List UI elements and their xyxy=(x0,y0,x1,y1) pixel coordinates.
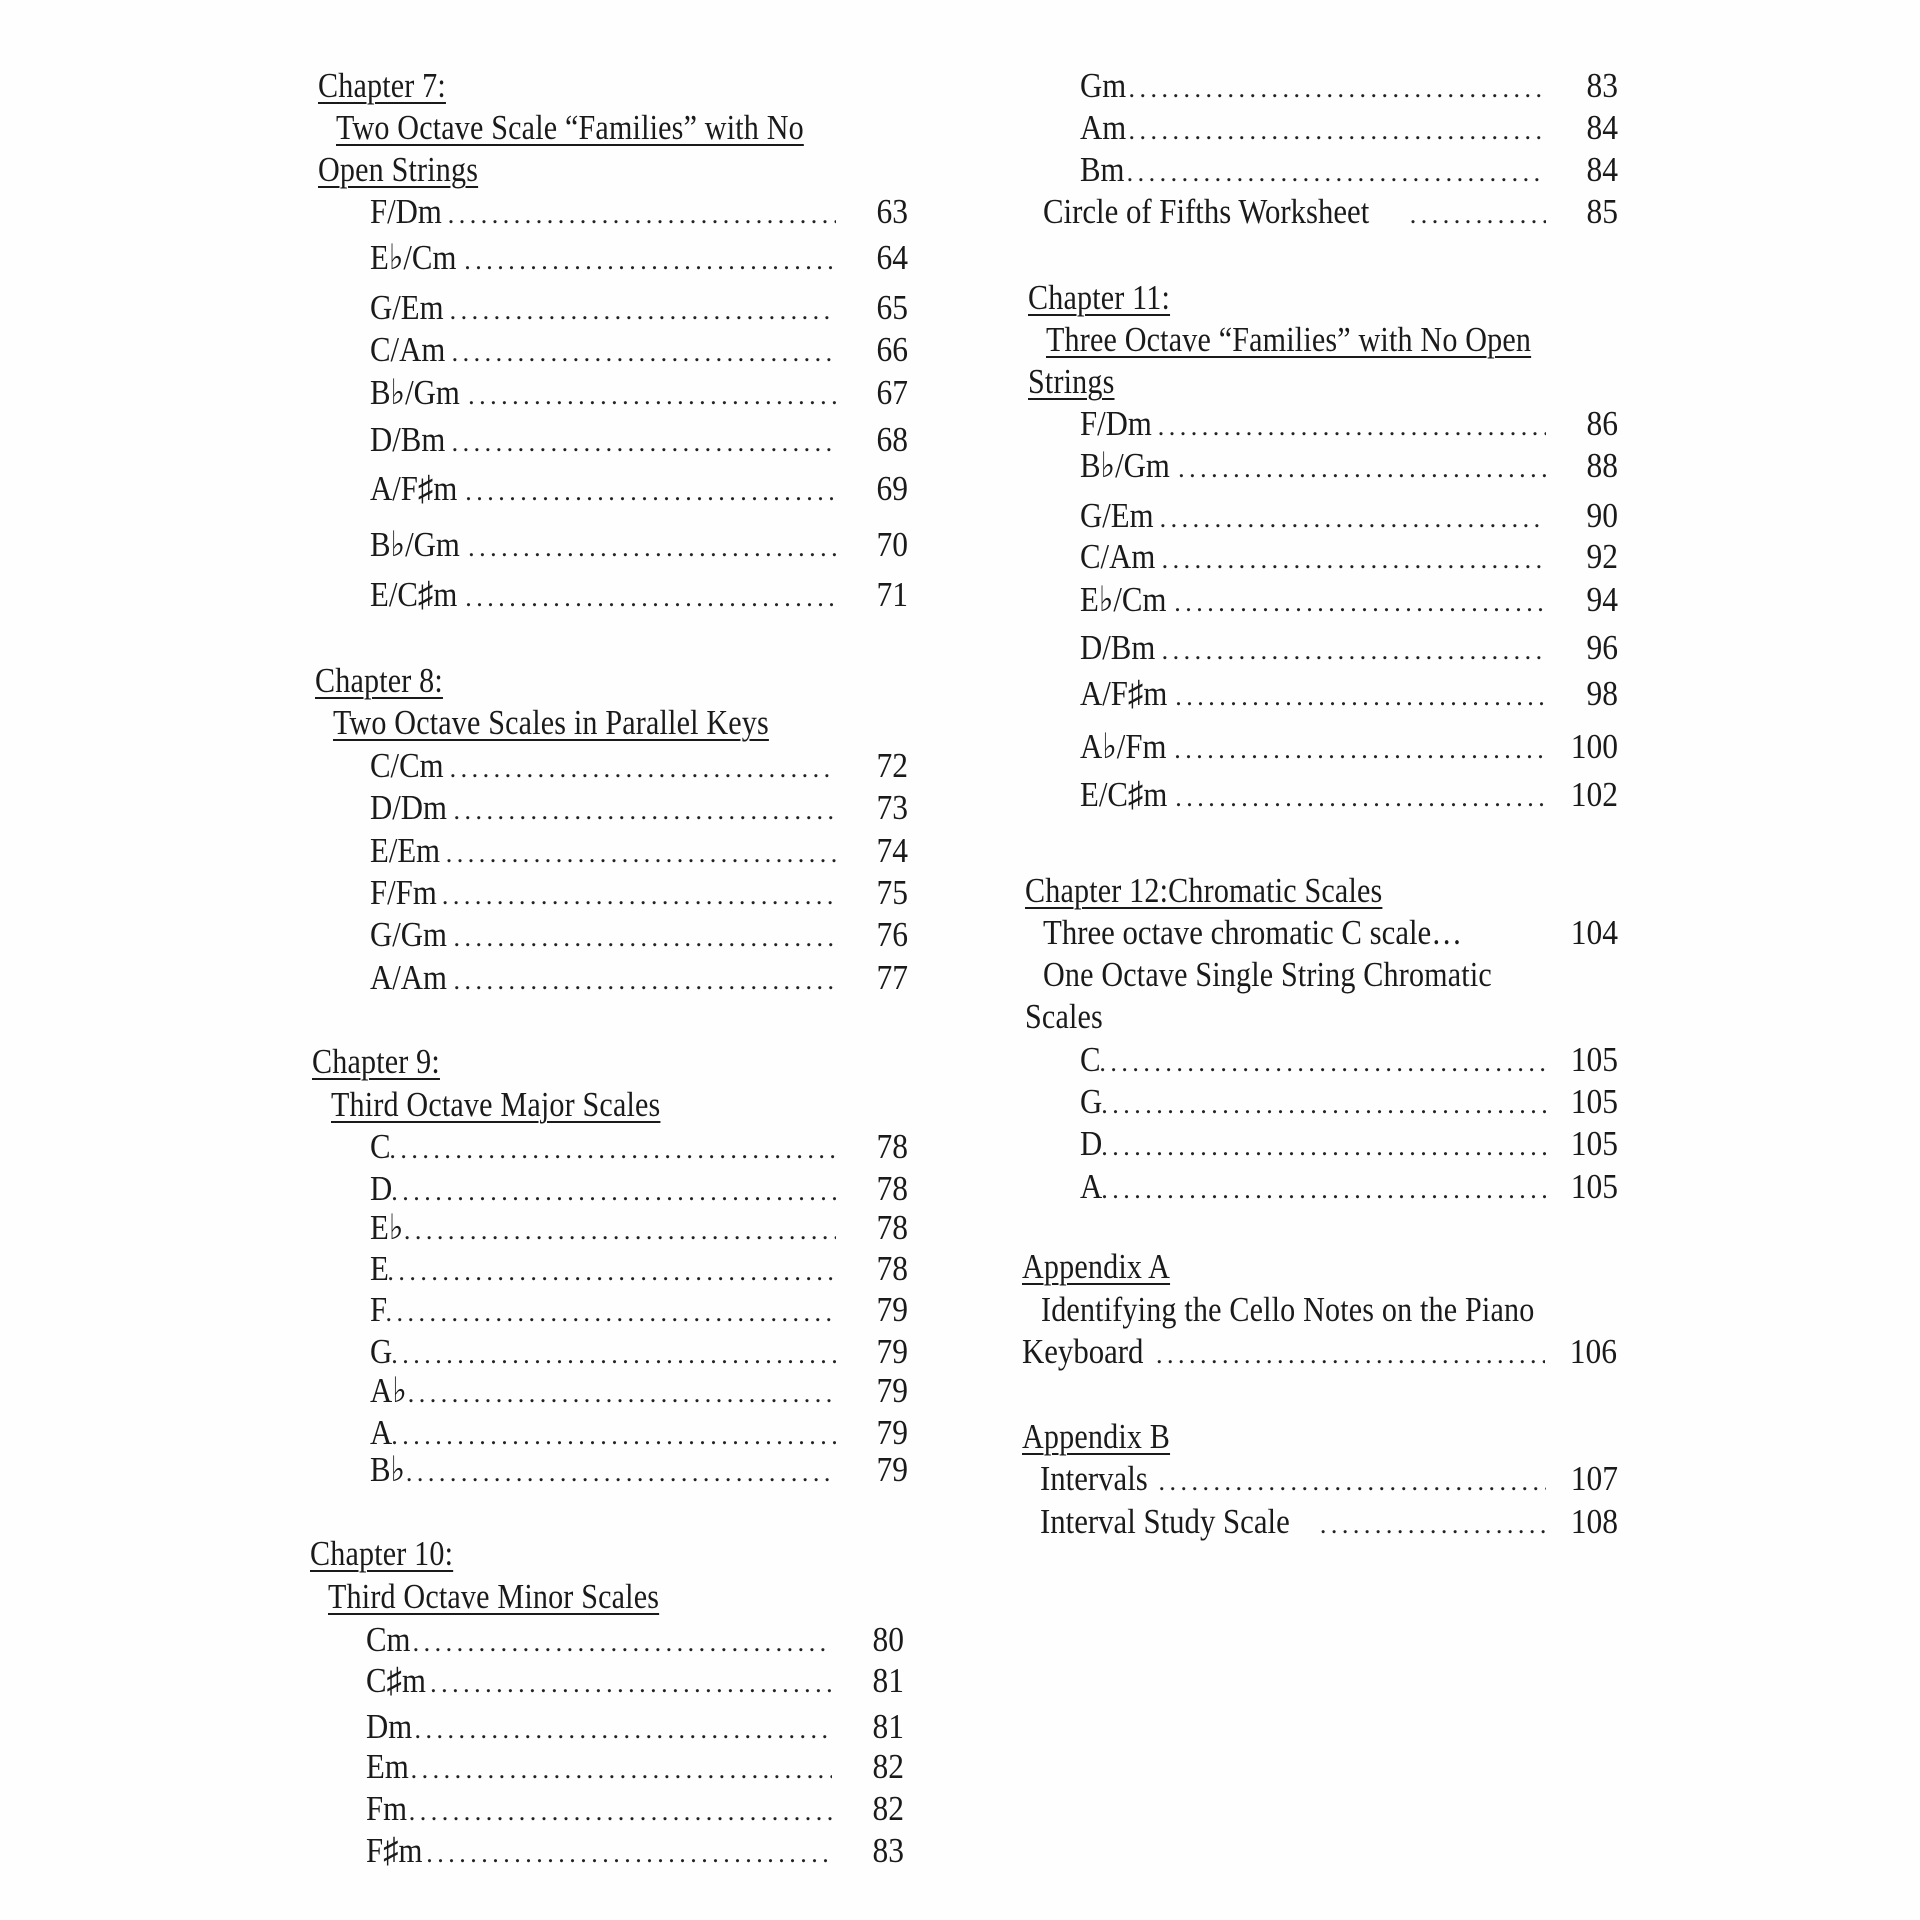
dot-leader xyxy=(1162,631,1546,671)
page-number: 79 xyxy=(876,1332,908,1371)
dot-leader xyxy=(404,1211,836,1251)
chapter-11-subtitle-line2: Strings xyxy=(1028,362,1115,401)
entry-label: G/Em xyxy=(1080,496,1154,535)
toc-entry[interactable] xyxy=(370,1371,908,1411)
page-number: 75 xyxy=(876,873,908,912)
entry-label: G xyxy=(1080,1082,1103,1121)
dot-leader xyxy=(468,376,836,416)
toc-entry[interactable] xyxy=(1080,66,1618,106)
entry-label: C/Am xyxy=(370,330,446,369)
toc-entry[interactable] xyxy=(370,788,908,828)
entry-label: Dm xyxy=(366,1707,413,1746)
toc-entry[interactable] xyxy=(366,1747,904,1787)
page-number: 85 xyxy=(1586,192,1618,231)
page-number: 72 xyxy=(876,746,908,785)
dot-leader xyxy=(450,749,836,789)
entry-label: D xyxy=(370,1169,393,1208)
page-number: 108 xyxy=(1570,1502,1618,1541)
dot-leader xyxy=(1101,1127,1546,1167)
dot-leader xyxy=(454,918,837,958)
dot-leader xyxy=(465,578,836,618)
page-number: 86 xyxy=(1586,404,1618,443)
dot-leader xyxy=(1158,407,1546,447)
toc-entry-chromatic-c[interactable] xyxy=(1043,913,1618,953)
toc-entry[interactable] xyxy=(1040,1459,1618,1499)
page-number: 79 xyxy=(876,1450,908,1489)
page-number: 82 xyxy=(872,1747,904,1786)
dot-leader xyxy=(1099,1043,1546,1083)
toc-entry[interactable] xyxy=(1080,1040,1618,1080)
toc-entry[interactable] xyxy=(370,288,908,328)
dot-leader xyxy=(409,1792,832,1832)
dot-leader xyxy=(1175,778,1546,818)
entry-label: D/Bm xyxy=(1080,628,1156,667)
dot-leader xyxy=(430,1664,832,1704)
dot-leader xyxy=(1178,449,1546,489)
entry-label: E♭/Cm xyxy=(1080,580,1167,619)
entry-label: C xyxy=(1080,1040,1101,1079)
page-number: 71 xyxy=(876,575,908,614)
page-number: 105 xyxy=(1570,1082,1618,1121)
entry-label: A/F♯m xyxy=(1080,674,1168,713)
dot-leader xyxy=(415,1710,833,1750)
toc-entry[interactable] xyxy=(1080,1167,1618,1207)
page-number: 98 xyxy=(1586,674,1618,713)
page-number: 82 xyxy=(872,1789,904,1828)
toc-entry[interactable] xyxy=(370,1169,908,1209)
appendix-a-line1: Identifying the Cello Notes on the Piano xyxy=(1041,1290,1535,1329)
entry-label: Three octave chromatic C scale… xyxy=(1043,913,1463,952)
entry-label: E xyxy=(370,1249,389,1288)
entry-label: C/Cm xyxy=(370,746,444,785)
entry-label: B♭/Gm xyxy=(370,525,460,564)
dot-leader xyxy=(1160,499,1546,539)
page-number: 80 xyxy=(872,1620,904,1659)
dot-leader xyxy=(385,1293,836,1333)
entry-label: D/Bm xyxy=(370,420,446,459)
toc-entry[interactable] xyxy=(1080,150,1618,190)
page-number: 105 xyxy=(1570,1040,1618,1079)
toc-entry[interactable] xyxy=(370,1290,908,1330)
toc-entry[interactable] xyxy=(370,469,908,509)
page-number: 63 xyxy=(876,192,908,231)
dot-leader xyxy=(465,472,836,512)
entry-label: E/C♯m xyxy=(1080,775,1168,814)
toc-entry[interactable] xyxy=(366,1620,904,1660)
dot-leader xyxy=(1129,111,1547,151)
page-number: 100 xyxy=(1570,727,1618,766)
page-number: 78 xyxy=(876,1249,908,1288)
dot-leader xyxy=(1410,195,1546,235)
chapter-7-subtitle-line1: Two Octave Scale “Families” with No xyxy=(336,108,804,147)
dot-leader xyxy=(454,961,837,1001)
dot-leader xyxy=(413,1623,832,1663)
dot-leader xyxy=(452,333,836,373)
dot-leader xyxy=(1127,153,1546,193)
dot-leader xyxy=(408,1374,836,1414)
dot-leader xyxy=(1101,1085,1546,1125)
entry-label: Fm xyxy=(366,1789,408,1828)
dot-leader xyxy=(391,1172,836,1212)
page-number: 105 xyxy=(1570,1124,1618,1163)
toc-entry[interactable] xyxy=(1040,1502,1618,1542)
toc-entry[interactable] xyxy=(1080,775,1618,815)
page-number: 88 xyxy=(1586,446,1618,485)
page-number: 64 xyxy=(876,238,908,277)
dot-leader xyxy=(1156,1335,1545,1375)
entry-label: Gm xyxy=(1080,66,1127,105)
page-number: 105 xyxy=(1570,1167,1618,1206)
toc-entry[interactable] xyxy=(370,575,908,615)
page-number: 79 xyxy=(876,1413,908,1452)
entry-label: A♭ xyxy=(370,1371,407,1410)
dot-leader xyxy=(442,876,836,916)
toc-entry[interactable] xyxy=(366,1707,904,1747)
page-number: 78 xyxy=(876,1208,908,1247)
toc-entry[interactable] xyxy=(370,958,908,998)
entry-label: E/C♯m xyxy=(370,575,458,614)
chapter-9-subtitle: Third Octave Major Scales xyxy=(331,1085,661,1124)
entry-label: D xyxy=(1080,1124,1103,1163)
toc-entry[interactable] xyxy=(1080,1124,1618,1164)
toc-entry[interactable] xyxy=(370,1332,908,1372)
page-number: 81 xyxy=(872,1707,904,1746)
entry-label: B♭ xyxy=(370,1450,406,1489)
toc-entry-circle-of-fifths[interactable] xyxy=(1043,192,1618,232)
chapter-11-heading: Chapter 11: xyxy=(1028,278,1171,317)
toc-entry[interactable] xyxy=(370,1127,908,1167)
toc-entry[interactable] xyxy=(370,192,908,232)
entry-label: G xyxy=(370,1332,393,1371)
entry-label: Interval Study Scale xyxy=(1040,1502,1290,1541)
toc-entry[interactable] xyxy=(1080,1082,1618,1122)
page-number: 65 xyxy=(876,288,908,327)
page-number: 94 xyxy=(1586,580,1618,619)
page-number: 90 xyxy=(1586,496,1618,535)
page-number: 83 xyxy=(872,1831,904,1870)
toc-entry[interactable] xyxy=(1080,628,1618,668)
entry-label: E♭/Cm xyxy=(370,238,457,277)
toc-entry[interactable] xyxy=(370,1413,908,1453)
toc-entry[interactable] xyxy=(1080,580,1618,620)
chapter-11-subtitle-line1: Three Octave “Families” with No Open xyxy=(1046,320,1532,359)
chapter-12-heading: Chapter 12:Chromatic Scales xyxy=(1025,871,1383,910)
toc-entry[interactable] xyxy=(366,1831,904,1871)
toc-entry[interactable] xyxy=(370,746,908,786)
dot-leader xyxy=(406,1453,836,1493)
toc-entry[interactable] xyxy=(370,373,908,413)
dot-leader xyxy=(468,528,836,568)
dot-leader xyxy=(1175,677,1546,717)
entry-label: F♯m xyxy=(366,1831,423,1870)
page-number: 102 xyxy=(1570,775,1618,814)
entry-label: Cm xyxy=(366,1620,411,1659)
toc-entry[interactable] xyxy=(1080,404,1618,444)
page-number: 84 xyxy=(1586,108,1618,147)
entry-label: A xyxy=(1080,1167,1103,1206)
dot-leader xyxy=(1129,69,1547,109)
page-number: 107 xyxy=(1570,1459,1618,1498)
entry-label: F/Dm xyxy=(370,192,442,231)
entry-label: E♭ xyxy=(370,1208,404,1247)
entry-label: G/Gm xyxy=(370,915,447,954)
page-number: 74 xyxy=(876,831,908,870)
page-number: 96 xyxy=(1586,628,1618,667)
single-string-chromatic-line2: Scales xyxy=(1025,997,1103,1036)
dot-leader xyxy=(464,241,836,281)
toc-entry[interactable] xyxy=(366,1661,904,1701)
dot-leader xyxy=(454,791,837,831)
page-number: 67 xyxy=(876,373,908,412)
chapter-10-heading: Chapter 10: xyxy=(310,1534,454,1573)
page-number: 68 xyxy=(876,420,908,459)
toc-entry[interactable] xyxy=(370,238,908,278)
toc-entry[interactable] xyxy=(370,330,908,370)
chapter-8-heading: Chapter 8: xyxy=(315,661,443,700)
dot-leader xyxy=(1174,583,1546,623)
chapter-7-heading: Chapter 7: xyxy=(318,66,446,105)
page-number: 79 xyxy=(876,1290,908,1329)
toc-entry-keyboard[interactable] xyxy=(1022,1332,1617,1372)
appendix-b-heading: Appendix B xyxy=(1022,1417,1171,1456)
dot-leader xyxy=(1174,730,1546,770)
toc-entry[interactable] xyxy=(370,873,908,913)
toc-entry[interactable] xyxy=(370,1249,908,1289)
page-number: 104 xyxy=(1570,913,1618,952)
toc-entry[interactable] xyxy=(370,915,908,955)
toc-entry[interactable] xyxy=(370,525,908,565)
entry-label: Em xyxy=(366,1747,409,1786)
appendix-a-heading: Appendix A xyxy=(1022,1247,1171,1286)
toc-entry[interactable] xyxy=(366,1789,904,1829)
dot-leader xyxy=(1320,1505,1546,1545)
entry-label: Keyboard xyxy=(1022,1332,1144,1371)
chapter-8-subtitle: Two Octave Scales in Parallel Keys xyxy=(333,703,769,742)
entry-label: D/Dm xyxy=(370,788,447,827)
entry-label: E/Em xyxy=(370,831,441,870)
dot-leader xyxy=(1162,540,1546,580)
entry-label: Bm xyxy=(1080,150,1125,189)
page-number: 70 xyxy=(876,525,908,564)
dot-leader xyxy=(446,834,836,874)
toc-entry[interactable] xyxy=(370,1450,908,1490)
entry-label: F xyxy=(370,1290,388,1329)
entry-label: F/Fm xyxy=(370,873,437,912)
entry-label: A/Am xyxy=(370,958,447,997)
page-number: 78 xyxy=(876,1169,908,1208)
chapter-7-subtitle-line2: Open Strings xyxy=(318,150,479,189)
dot-leader xyxy=(426,1834,832,1874)
page-number: 69 xyxy=(876,469,908,508)
entry-label: B♭/Gm xyxy=(370,373,460,412)
page-number: 92 xyxy=(1586,537,1618,576)
toc-entry[interactable] xyxy=(1080,496,1618,536)
entry-label: G/Em xyxy=(370,288,444,327)
page-number: 77 xyxy=(876,958,908,997)
page-number: 81 xyxy=(872,1661,904,1700)
single-string-chromatic-line1: One Octave Single String Chromatic xyxy=(1043,955,1492,994)
dot-leader xyxy=(1158,1462,1546,1502)
page-number: 83 xyxy=(1586,66,1618,105)
dot-leader xyxy=(389,1130,836,1170)
dot-leader xyxy=(411,1750,832,1790)
entry-label: A xyxy=(370,1413,393,1452)
toc-entry[interactable] xyxy=(1080,446,1618,486)
entry-label: Am xyxy=(1080,108,1127,147)
page-number: 79 xyxy=(876,1371,908,1410)
entry-label: C♯m xyxy=(366,1661,426,1700)
page-number: 84 xyxy=(1586,150,1618,189)
toc-entry[interactable] xyxy=(1080,727,1618,767)
entry-label: B♭/Gm xyxy=(1080,446,1170,485)
entry-label: C xyxy=(370,1127,391,1166)
dot-leader xyxy=(1101,1170,1546,1210)
chapter-9-heading: Chapter 9: xyxy=(312,1042,440,1081)
toc-entry[interactable] xyxy=(1080,108,1618,148)
toc-entry[interactable] xyxy=(1080,537,1618,577)
toc-entry[interactable] xyxy=(370,420,908,460)
dot-leader xyxy=(387,1252,836,1292)
toc-entry[interactable] xyxy=(1080,674,1618,714)
entry-label: A/F♯m xyxy=(370,469,458,508)
entry-label: F/Dm xyxy=(1080,404,1152,443)
dot-leader xyxy=(452,423,836,463)
dot-leader xyxy=(450,291,836,331)
entry-label: Intervals xyxy=(1040,1459,1148,1498)
page-number: 78 xyxy=(876,1127,908,1166)
entry-label: C/Am xyxy=(1080,537,1156,576)
entry-label: A♭/Fm xyxy=(1080,727,1167,766)
page-number: 76 xyxy=(876,915,908,954)
dot-leader xyxy=(448,195,836,235)
toc-entry[interactable] xyxy=(370,1208,908,1248)
page-number: 106 xyxy=(1569,1332,1617,1371)
chapter-10-subtitle: Third Octave Minor Scales xyxy=(328,1577,660,1616)
page-number: 66 xyxy=(876,330,908,369)
dot-leader xyxy=(391,1335,836,1375)
toc-entry[interactable] xyxy=(370,831,908,871)
entry-label: Circle of Fifths Worksheet xyxy=(1043,192,1370,231)
page-number: 73 xyxy=(876,788,908,827)
